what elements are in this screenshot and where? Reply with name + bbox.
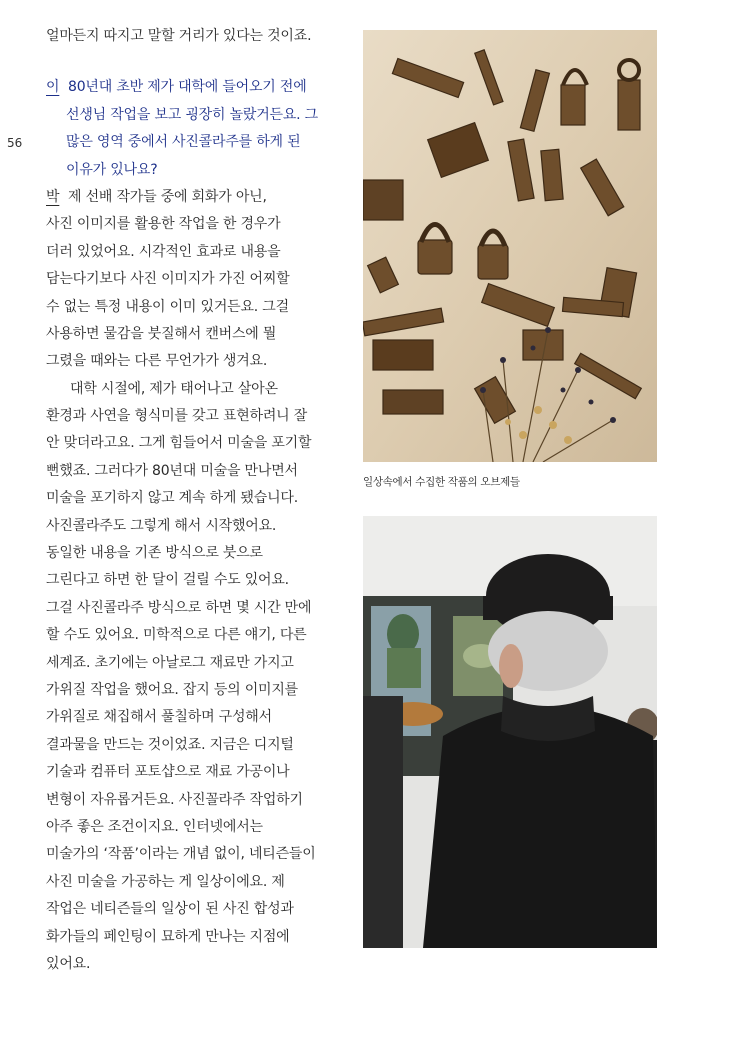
question-line: 선생님 작업을 보고 굉장히 놀랐거든요. 그 xyxy=(66,106,319,123)
answer-line: 변형이 자유롭거든요. 사진꼴라주 작업하기 xyxy=(46,791,303,808)
answer-line: 기술과 컴퓨터 포토샵으로 재료 가공이나 xyxy=(46,764,290,781)
article-text-column xyxy=(46,23,346,978)
gallery-visitor-photo xyxy=(363,516,657,948)
text-line: 얼마든지 따지고 말할 거리가 있다는 것이죠. xyxy=(46,28,312,44)
answer-line: 그린다고 하면 한 달이 걸릴 수도 있어요. xyxy=(46,572,289,589)
gallery-visitor-image xyxy=(363,516,657,948)
answer-line: 작업은 네티즌들의 일상이 된 사진 합성과 xyxy=(46,901,294,918)
interviewer-marker: 이 xyxy=(46,79,60,96)
question-line xyxy=(46,74,346,101)
interviewer-question xyxy=(46,74,346,184)
answer-line: 사용하면 물감을 붓질해서 캔버스에 뭘 xyxy=(46,325,277,342)
page-number: 56 xyxy=(7,136,23,150)
answer-line: 뻔했죠. 그러다가 80년대 미술을 만나면서 xyxy=(46,462,298,479)
answer-line: 수 없는 특정 내용이 이미 있거든요. 그걸 xyxy=(46,298,289,315)
answer-line: 더러 있었어요. 시각적인 효과로 내용을 xyxy=(46,243,281,260)
answer-line: 결과물을 만드는 것이었죠. 지금은 디지털 xyxy=(46,736,294,753)
answer-line: 사진 미술을 가공하는 게 일상이에요. 제 xyxy=(46,873,285,890)
answer-line: 화가들의 페인팅이 묘하게 만나는 지점에 xyxy=(46,928,290,945)
answer-line: 아주 좋은 조건이지요. 인터넷에서는 xyxy=(46,818,263,835)
interviewee-marker: 박 xyxy=(46,188,60,205)
answer-line: 그렸을 때와는 다른 무언가가 생겨요. xyxy=(46,353,268,370)
padlock-objects-photo xyxy=(363,30,657,462)
answer-line: 대학 시절에, 제가 태어나고 살아온 xyxy=(70,380,278,397)
answer-line: 그걸 사진콜라주 방식으로 하면 몇 시간 만에 xyxy=(46,599,312,616)
question-text: 80년대 초반 제가 대학에 들어오기 전에 xyxy=(68,79,307,96)
answer-line: 사진 이미지를 활용한 작업을 한 경우가 xyxy=(46,216,281,233)
answer-line: 환경과 사연을 형식미를 갖고 표현하려니 잘 xyxy=(46,408,308,425)
answer-line: 동일한 내용을 기존 방식으로 붓으로 xyxy=(46,545,263,562)
answer-line: 미술을 포기하지 않고 계속 하게 됐습니다. xyxy=(46,490,299,507)
answer-line: 있어요. xyxy=(46,955,91,972)
padlock-objects-image xyxy=(363,30,657,462)
answer-text: 제 선배 작가들 중에 회화가 아닌, xyxy=(68,188,267,205)
answer-line: 미술가의 ‘작품’이라는 개념 없이, 네티즌들이 xyxy=(46,846,316,863)
answer-line: 담는다기보다 사진 이미지가 가진 어찌할 xyxy=(46,271,290,288)
answer-line: 사진콜라주도 그렇게 해서 시작했어요. xyxy=(46,517,277,534)
answer-line: 할 수도 있어요. 미학적으로 다른 얘기, 다른 xyxy=(46,627,307,644)
answer-line: 안 맞더라고요. 그게 힘들어서 미술을 포기할 xyxy=(46,435,312,452)
answer-line: 세계죠. 초기에는 아날로그 재료만 가지고 xyxy=(46,654,294,671)
paragraph-gap xyxy=(46,50,346,74)
photo-caption: 일상속에서 수집한 작품의 오브제들 xyxy=(363,476,520,488)
answer-line xyxy=(46,184,346,211)
question-line: 많은 영역 중에서 사진콜라주를 하게 된 xyxy=(66,134,301,151)
answer-line: 가위질로 채집해서 풀칠하며 구성해서 xyxy=(46,709,272,726)
answer-line: 가위질 작업을 했어요. 잡지 등의 이미지를 xyxy=(46,681,299,698)
question-line: 이유가 있나요? xyxy=(66,161,158,178)
